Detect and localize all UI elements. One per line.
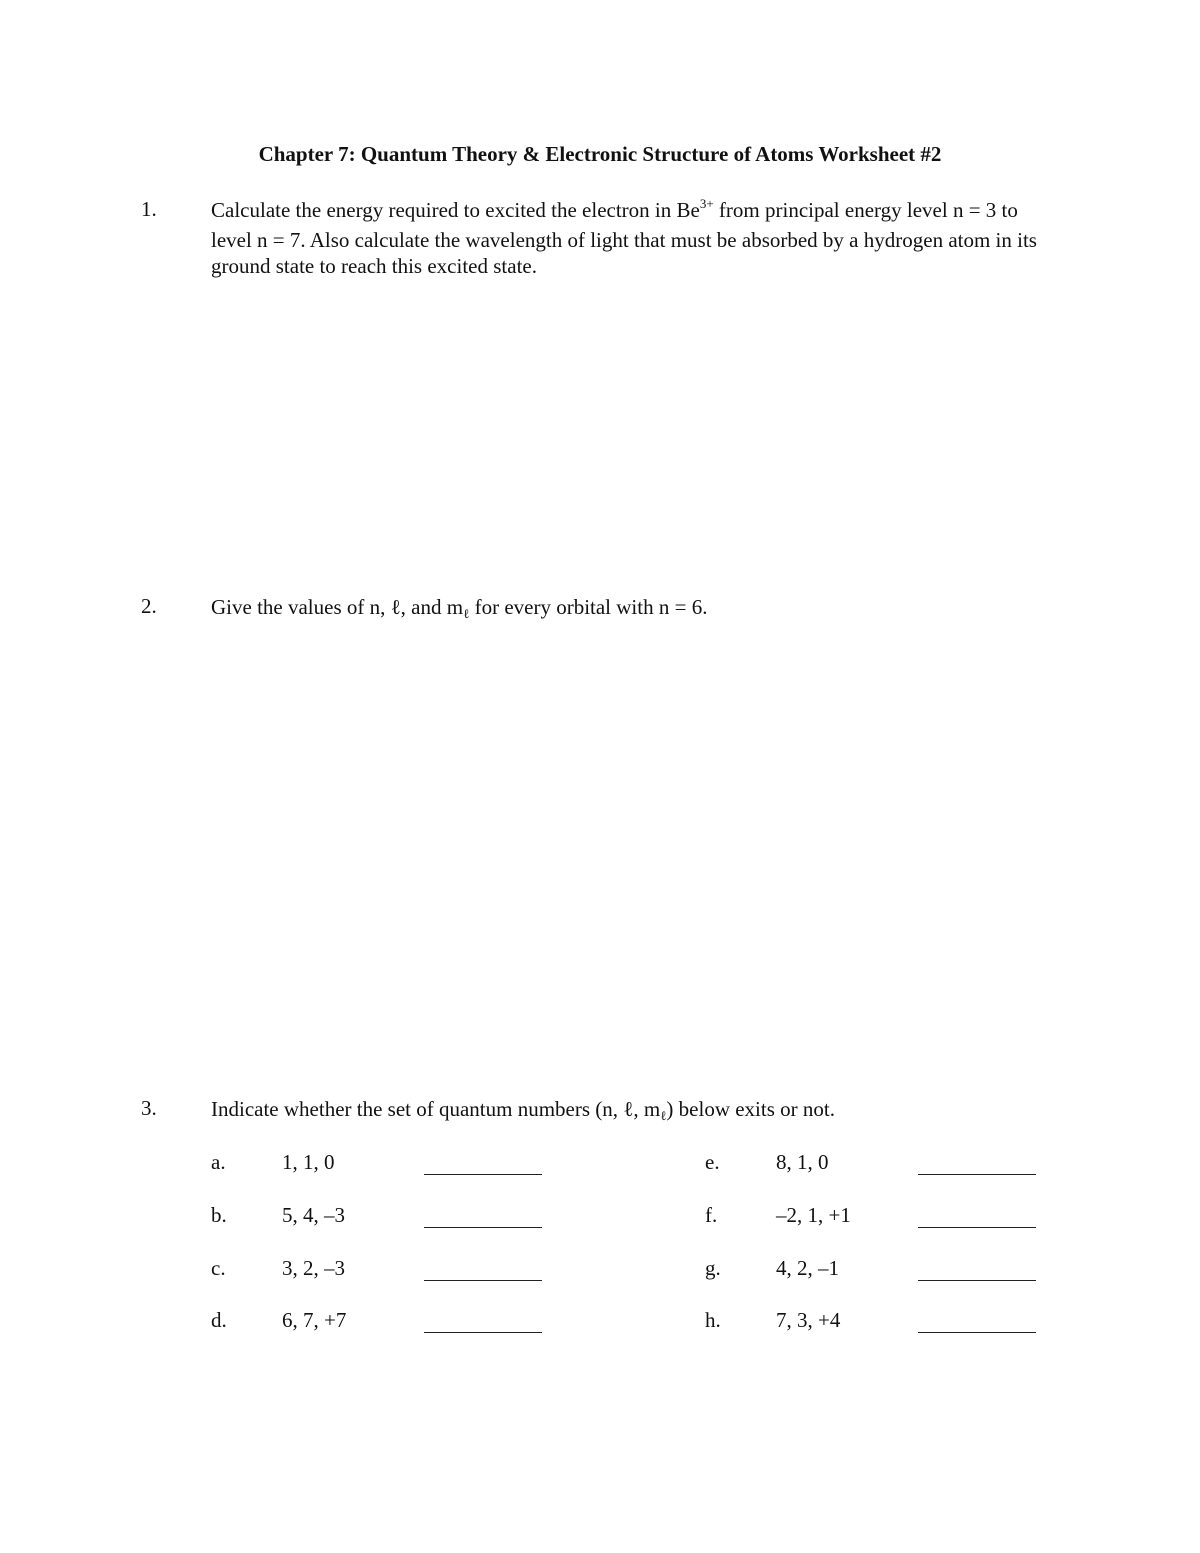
answer-blank-a[interactable] [424, 1174, 542, 1175]
quantum-set-letter: a. [211, 1150, 226, 1174]
quantum-set-letter: g. [705, 1256, 721, 1280]
quantum-set-value: 7, 3, +4 [776, 1308, 841, 1332]
quantum-set-value: 1, 1, 0 [282, 1150, 335, 1174]
question-2-text-part1: Give the values of n, ℓ, and m [211, 595, 464, 619]
answer-blank-b[interactable] [424, 1227, 542, 1228]
answer-blank-g[interactable] [918, 1280, 1036, 1281]
answer-blank-e[interactable] [918, 1174, 1036, 1175]
question-1-number: 1. [141, 197, 157, 221]
question-2-subscript: ℓ [463, 606, 470, 621]
answer-blank-d[interactable] [424, 1332, 542, 1333]
quantum-set-letter: f. [705, 1203, 718, 1227]
quantum-set-value: 8, 1, 0 [776, 1150, 829, 1174]
quantum-set-letter: b. [211, 1203, 227, 1227]
quantum-set-value: 3, 2, –3 [282, 1256, 345, 1280]
question-3-text-part1: Indicate whether the set of quantum numbers (n, ℓ, m [211, 1097, 661, 1121]
page-title: Chapter 7: Quantum Theory & Electronic Structure of Atoms Worksheet #2 [258, 142, 942, 166]
question-1-text [211, 197, 1061, 280]
quantum-set-letter: e. [705, 1150, 720, 1174]
question-1-text-part2: from principal energy level n = 3 to level n = 7. Also calculate the wavelength of light that must be absorbed by a hydrogen atom in its ground state to reach this excited state. [211, 198, 1037, 278]
quantum-set-letter: c. [211, 1256, 226, 1280]
quantum-set-value: 5, 4, –3 [282, 1203, 345, 1227]
quantum-set-letter: h. [705, 1308, 721, 1332]
question-2-text-part2: for every orbital with n = 6. [469, 595, 708, 619]
quantum-set-value: 6, 7, +7 [282, 1308, 347, 1332]
question-2-number: 2. [141, 594, 157, 618]
quantum-set-letter: d. [211, 1308, 227, 1332]
quantum-set-value: –2, 1, +1 [776, 1203, 851, 1227]
question-2-text [211, 594, 1061, 624]
question-1-superscript: 3+ [699, 196, 714, 211]
question-3-text [211, 1096, 1061, 1126]
quantum-set-value: 4, 2, –1 [776, 1256, 839, 1280]
question-3-text-part2: ) below exits or not. [666, 1097, 835, 1121]
question-3-subscript: ℓ [660, 1108, 667, 1123]
answer-blank-c[interactable] [424, 1280, 542, 1281]
answer-blank-h[interactable] [918, 1332, 1036, 1333]
question-3-number: 3. [141, 1096, 157, 1120]
question-1-text-part1: Calculate the energy required to excited the electron in Be [211, 198, 700, 222]
answer-blank-f[interactable] [918, 1227, 1036, 1228]
